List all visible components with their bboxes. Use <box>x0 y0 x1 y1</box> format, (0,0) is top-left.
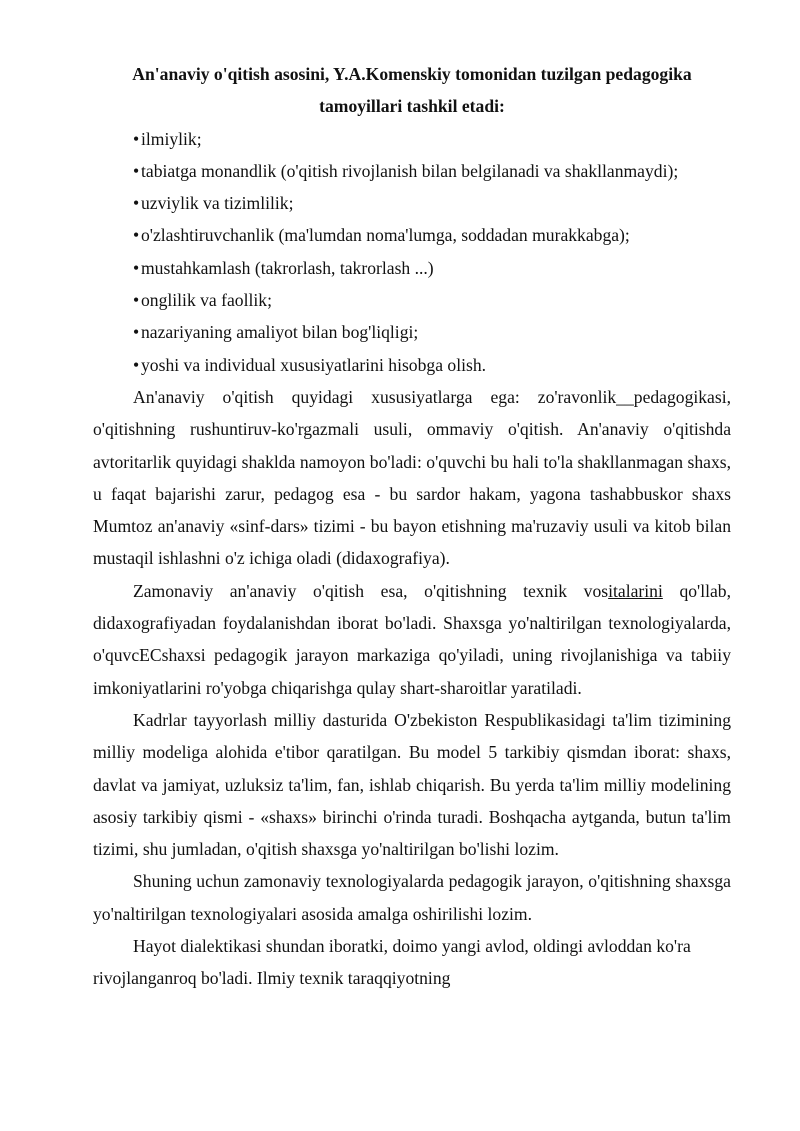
bullet-icon: • <box>133 322 140 343</box>
paragraph-life-dialectics: Hayot dialektikasi shundan iboratki, doimo yangi avlod, oldingi avloddan ko'ra rivojlanganroq bo'ladi. Ilmiy texnik taraqqiyotning <box>93 936 691 989</box>
principles-list <box>93 123 731 381</box>
document-heading: An'anaviy o'qitish asosini, Y.A.Komenskiy tomonidan tuzilgan pedagogika tamoyillari tashkil etadi: <box>132 64 692 117</box>
list-item: • o'zlashtiruvchanlik (ma'lumdan noma'lumga, soddadan murakkabga); <box>133 219 731 251</box>
list-item: • nazariyaning amaliyot bilan bog'liqligi; <box>133 316 731 348</box>
list-item: • mustahkamlash (takrorlash, takrorlash ...) <box>133 252 731 284</box>
list-item: • uzviylik va tizimlilik; <box>133 187 731 219</box>
bullet-icon: • <box>133 225 140 246</box>
list-item: • tabiatga monandlik (o'qitish rivojlanish bilan belgilanadi va shakllanmaydi); <box>133 155 731 187</box>
document-page <box>93 58 731 995</box>
bullet-icon: • <box>133 193 140 214</box>
paragraph-national-program: Kadrlar tayyorlash milliy dasturida O'zbekiston Respublikasidagi ta'lim tizimining milliy modeliga alohida e'tibor qaratilgan. Bu model 5 tarkibiy qismdan iborat: shaxs, davlat va jamiyat, uzluksiz ta'lim, fan, ishlab chiqarish. Bu yerda ta'lim milliy modelining asosiy tarkibiy qismi - «shaxs» birinchi o'rinda turadi. Boshqacha aytganda, butun ta'lim tizimi, shu jumladan, o'qitish shaxsga yo'naltirilgan bo'lishi lozim. <box>93 709 731 860</box>
bullet-icon: • <box>133 128 140 149</box>
bullet-icon: • <box>133 257 140 278</box>
bullet-icon: • <box>133 354 140 375</box>
bullet-icon: • <box>133 290 140 311</box>
underlined-word: italarini <box>608 580 663 601</box>
list-item: • yoshi va individual xususiyatlarini hisobga olish. <box>133 349 731 381</box>
paragraph-traditional-teaching: An'anaviy o'qitish quyidagi xususiyatlarga ega: zo'ravonlik__pedagogikasi, o'qitishning rushuntiruv-ko'rgazmali usuli, ommaviy o'qitish. An'anaviy o'qitishda avtoritarlik quyidagi shaklda namoyon bo'ladi: o'quvchi bu hali to'la shakllanmagan shaxs, u faqat bajarishi zarur, pedagog esa - bu sardor hakam, yagona tashabbuskor shaxs Mumtoz an'anaviy «sinf-dars» tizimi - bu bayon etishning ma'ruzaviy usuli va kitob bilan mustaqil ishlashni o'z ichiga oladi (didaxografiya). <box>93 386 731 569</box>
paragraph-personal-technologies: Shuning uchun zamonaviy texnologiyalarda pedagogik jarayon, o'qitishning shaxsga yo'naltirilgan texnologiyalari asosida amalga oshirilishi lozim. <box>93 871 731 924</box>
paragraph-modern-teaching: Zamonaviy an'anaviy o'qitish esa, o'qitishning texnik vositalarini qo'llab, didaxografiyadan foydalanishdan iborat bo'ladi. Shaxsga yo'naltirilgan texnologiyalarda, o'quvcECshaxsi pedagogik jarayon markaziga qo'yiladi, uning rivojlanishiga va tabiiy imkoniyatlarini ro'yobga chiqarishga qulay shart-sharoitlar yaratiladi. <box>93 580 731 698</box>
list-item: • onglilik va faollik; <box>133 284 731 316</box>
list-item: • ilmiylik; <box>133 123 731 155</box>
bullet-icon: • <box>133 160 140 181</box>
